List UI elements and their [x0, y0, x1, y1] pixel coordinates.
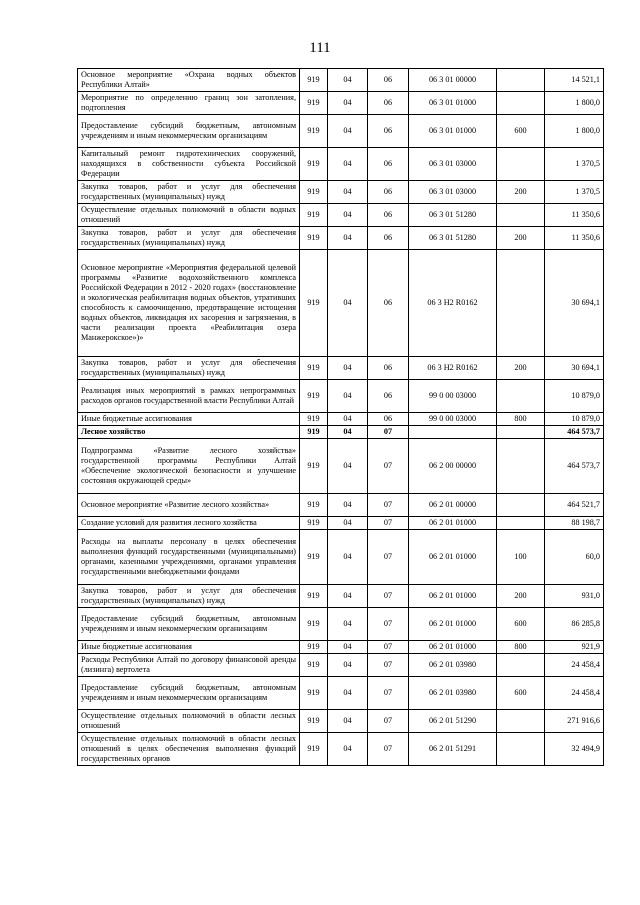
table-row [78, 204, 604, 227]
amount-cell: 24 458,4 [545, 677, 604, 710]
ministry-code-cell: 919 [300, 357, 328, 380]
ministry-code-cell: 919 [300, 426, 328, 439]
section-code-cell: 04 [328, 733, 368, 766]
expense-type-cell: 600 [497, 115, 545, 148]
table-row [78, 250, 604, 357]
ministry-code-cell: 919 [300, 608, 328, 641]
subsection-code-cell: 06 [368, 357, 409, 380]
subsection-code-cell: 06 [368, 148, 409, 181]
row-name-cell: Основное мероприятие «Мероприятия федеральной целевой программы «Развитие водохозяйственного комплекса Российской Федерации в 2012 - 2020 годах» (восстановление и экологическая реабилитация водных объектов, утративших способность к самоочищению, предотвращение истощения водных объектов, ликвидация их засорения и загрязнения, в части реализации проекта «Реабилитация озера Манжерокское»)» [78, 250, 300, 357]
section-code-cell: 04 [328, 710, 368, 733]
ministry-code-cell: 919 [300, 148, 328, 181]
table-row [78, 92, 604, 115]
budget-table-body [78, 69, 604, 766]
row-name-cell: Расходы на выплаты персоналу в целях обеспечения выполнения функций государственными (муниципальными) органами, казенными учреждениями, органами управления государственными внебюджетными фондами [78, 530, 300, 585]
target-article-cell: 06 2 01 00000 [409, 494, 497, 517]
expense-type-cell: 100 [497, 530, 545, 585]
ministry-code-cell: 919 [300, 654, 328, 677]
amount-cell: 10 879,0 [545, 413, 604, 426]
target-article-cell: 06 2 01 01000 [409, 641, 497, 654]
subsection-code-cell: 06 [368, 204, 409, 227]
target-article-cell: 06 3 01 51280 [409, 204, 497, 227]
section-code-cell: 04 [328, 585, 368, 608]
row-name-cell: Расходы Республики Алтай по договору финансовой аренды (лизинга) вертолета [78, 654, 300, 677]
amount-cell: 30 694,1 [545, 357, 604, 380]
ministry-code-cell: 919 [300, 250, 328, 357]
subsection-code-cell: 07 [368, 641, 409, 654]
target-article-cell: 06 3 H2 R0162 [409, 250, 497, 357]
subsection-code-cell: 06 [368, 69, 409, 92]
expense-type-cell: 600 [497, 608, 545, 641]
table-row [78, 181, 604, 204]
table-row [78, 439, 604, 494]
row-name-cell: Иные бюджетные ассигнования [78, 641, 300, 654]
table-row [78, 733, 604, 766]
amount-cell: 86 285,8 [545, 608, 604, 641]
row-name-cell: Осуществление отдельных полномочий в области лесных отношений в целях обеспечения выполнения функций государственных органов [78, 733, 300, 766]
amount-cell: 11 350,6 [545, 204, 604, 227]
row-name-cell: Предоставление субсидий бюджетным, автономным учреждениям и иным некоммерческим организациям [78, 608, 300, 641]
table-row [78, 710, 604, 733]
row-name-cell: Осуществление отдельных полномочий в области лесных отношений [78, 710, 300, 733]
subsection-code-cell: 06 [368, 92, 409, 115]
target-article-cell: 06 2 01 03980 [409, 654, 497, 677]
subsection-code-cell: 06 [368, 227, 409, 250]
table-row [78, 426, 604, 439]
section-code-cell: 04 [328, 439, 368, 494]
expense-type-cell [497, 92, 545, 115]
section-code-cell: 04 [328, 608, 368, 641]
row-name-cell: Осуществление отдельных полномочий в области водных отношений [78, 204, 300, 227]
expense-type-cell [497, 733, 545, 766]
expense-type-cell [497, 69, 545, 92]
ministry-code-cell: 919 [300, 380, 328, 413]
subsection-code-cell: 07 [368, 517, 409, 530]
expense-type-cell: 200 [497, 227, 545, 250]
table-row [78, 227, 604, 250]
expense-type-cell [497, 494, 545, 517]
table-row [78, 115, 604, 148]
expense-type-cell [497, 439, 545, 494]
amount-cell: 14 521,1 [545, 69, 604, 92]
section-code-cell: 04 [328, 69, 368, 92]
section-code-cell: 04 [328, 357, 368, 380]
ministry-code-cell: 919 [300, 733, 328, 766]
amount-cell: 1 370,5 [545, 181, 604, 204]
row-name-cell: Подпрограмма «Развитие лесного хозяйства» государственной программы Республики Алтай «Обеспечение экологической безопасности и улучшение состояния окружающей среды» [78, 439, 300, 494]
expense-type-cell [497, 426, 545, 439]
ministry-code-cell: 919 [300, 530, 328, 585]
expense-type-cell [497, 654, 545, 677]
ministry-code-cell: 919 [300, 204, 328, 227]
target-article-cell: 06 3 01 01000 [409, 115, 497, 148]
section-code-cell: 04 [328, 426, 368, 439]
section-code-cell: 04 [328, 654, 368, 677]
ministry-code-cell: 919 [300, 181, 328, 204]
section-code-cell: 04 [328, 250, 368, 357]
amount-cell: 32 494,9 [545, 733, 604, 766]
row-name-cell: Предоставление субсидий бюджетным, автономным учреждениям и иным некоммерческим организациям [78, 115, 300, 148]
row-name-cell: Закупка товаров, работ и услуг для обеспечения государственных (муниципальных) нужд [78, 227, 300, 250]
amount-cell: 1 370,5 [545, 148, 604, 181]
ministry-code-cell: 919 [300, 69, 328, 92]
section-code-cell: 04 [328, 181, 368, 204]
table-row [78, 677, 604, 710]
subsection-code-cell: 07 [368, 585, 409, 608]
section-code-cell: 04 [328, 517, 368, 530]
expense-type-cell: 200 [497, 181, 545, 204]
ministry-code-cell: 919 [300, 494, 328, 517]
section-code-cell: 04 [328, 677, 368, 710]
ministry-code-cell: 919 [300, 92, 328, 115]
amount-cell: 464 573,7 [545, 426, 604, 439]
subsection-code-cell: 07 [368, 439, 409, 494]
ministry-code-cell: 919 [300, 641, 328, 654]
ministry-code-cell: 919 [300, 517, 328, 530]
amount-cell: 10 879,0 [545, 380, 604, 413]
target-article-cell: 06 2 01 51290 [409, 710, 497, 733]
amount-cell: 931,0 [545, 585, 604, 608]
row-name-cell: Закупка товаров, работ и услуг для обеспечения государственных (муниципальных) нужд [78, 585, 300, 608]
row-name-cell: Предоставление субсидий бюджетным, автономным учреждениям и иным некоммерческим организациям [78, 677, 300, 710]
subsection-code-cell: 06 [368, 115, 409, 148]
row-name-cell: Основное мероприятие «Развитие лесного хозяйства» [78, 494, 300, 517]
target-article-cell: 06 3 01 03000 [409, 181, 497, 204]
row-name-cell: Создание условий для развития лесного хозяйства [78, 517, 300, 530]
subsection-code-cell: 06 [368, 413, 409, 426]
table-row [78, 380, 604, 413]
amount-cell: 30 694,1 [545, 250, 604, 357]
target-article-cell: 06 2 01 01000 [409, 585, 497, 608]
ministry-code-cell: 919 [300, 710, 328, 733]
subsection-code-cell: 07 [368, 530, 409, 585]
target-article-cell: 06 2 01 03980 [409, 677, 497, 710]
target-article-cell: 06 3 H2 R0162 [409, 357, 497, 380]
section-code-cell: 04 [328, 413, 368, 426]
ministry-code-cell: 919 [300, 585, 328, 608]
table-row [78, 608, 604, 641]
row-name-cell: Основное мероприятие «Охрана водных объектов Республики Алтай» [78, 69, 300, 92]
target-article-cell: 06 3 01 03000 [409, 148, 497, 181]
target-article-cell: 06 2 01 01000 [409, 530, 497, 585]
target-article-cell: 06 2 00 00000 [409, 439, 497, 494]
section-code-cell: 04 [328, 227, 368, 250]
amount-cell: 88 198,7 [545, 517, 604, 530]
row-name-cell: Закупка товаров, работ и услуг для обеспечения государственных (муниципальных) нужд [78, 181, 300, 204]
section-code-cell: 04 [328, 530, 368, 585]
section-code-cell: 04 [328, 494, 368, 517]
table-row [78, 357, 604, 380]
table-row [78, 530, 604, 585]
amount-cell: 921,9 [545, 641, 604, 654]
budget-table [77, 68, 604, 766]
section-code-cell: 04 [328, 92, 368, 115]
ministry-code-cell: 919 [300, 227, 328, 250]
target-article-cell: 06 3 01 01000 [409, 92, 497, 115]
expense-type-cell: 200 [497, 585, 545, 608]
expense-type-cell [497, 710, 545, 733]
amount-cell: 24 458,4 [545, 654, 604, 677]
table-row [78, 585, 604, 608]
ministry-code-cell: 919 [300, 413, 328, 426]
expense-type-cell [497, 380, 545, 413]
amount-cell: 1 800,0 [545, 92, 604, 115]
table-row [78, 413, 604, 426]
target-article-cell: 06 3 01 00000 [409, 69, 497, 92]
target-article-cell: 06 2 01 01000 [409, 608, 497, 641]
target-article-cell: 99 0 00 03000 [409, 380, 497, 413]
subsection-code-cell: 07 [368, 733, 409, 766]
expense-type-cell [497, 148, 545, 181]
subsection-code-cell: 07 [368, 710, 409, 733]
section-code-cell: 04 [328, 148, 368, 181]
target-article-cell: 06 2 01 51291 [409, 733, 497, 766]
amount-cell: 271 916,6 [545, 710, 604, 733]
row-name-cell: Иные бюджетные ассигнования [78, 413, 300, 426]
expense-type-cell [497, 517, 545, 530]
table-row [78, 654, 604, 677]
expense-type-cell: 200 [497, 357, 545, 380]
table-row [78, 517, 604, 530]
section-code-cell: 04 [328, 641, 368, 654]
amount-cell: 464 521,7 [545, 494, 604, 517]
subsection-code-cell: 07 [368, 677, 409, 710]
amount-cell: 1 800,0 [545, 115, 604, 148]
subsection-code-cell: 06 [368, 380, 409, 413]
table-row [78, 641, 604, 654]
row-name-cell: Капитальный ремонт гидротехнических сооружений, находящихся в собственности субъекта Российской Федерации [78, 148, 300, 181]
row-name-cell: Лесное хозяйство [78, 426, 300, 439]
table-row [78, 494, 604, 517]
expense-type-cell: 800 [497, 641, 545, 654]
target-article-cell: 06 3 01 51280 [409, 227, 497, 250]
ministry-code-cell: 919 [300, 677, 328, 710]
target-article-cell: 99 0 00 03000 [409, 413, 497, 426]
ministry-code-cell: 919 [300, 115, 328, 148]
amount-cell: 60,0 [545, 530, 604, 585]
expense-type-cell: 800 [497, 413, 545, 426]
subsection-code-cell: 06 [368, 250, 409, 357]
section-code-cell: 04 [328, 380, 368, 413]
expense-type-cell: 600 [497, 677, 545, 710]
subsection-code-cell: 07 [368, 608, 409, 641]
table-row [78, 69, 604, 92]
subsection-code-cell: 07 [368, 654, 409, 677]
target-article-cell [409, 426, 497, 439]
amount-cell: 11 350,6 [545, 227, 604, 250]
row-name-cell: Реализация иных мероприятий в рамках непрограммных расходов органов государственной власти Республики Алтай [78, 380, 300, 413]
subsection-code-cell: 07 [368, 426, 409, 439]
target-article-cell: 06 2 01 01000 [409, 517, 497, 530]
page-number: 111 [309, 40, 331, 56]
ministry-code-cell: 919 [300, 439, 328, 494]
subsection-code-cell: 06 [368, 181, 409, 204]
expense-type-cell [497, 250, 545, 357]
section-code-cell: 04 [328, 204, 368, 227]
row-name-cell: Закупка товаров, работ и услуг для обеспечения государственных (муниципальных) нужд [78, 357, 300, 380]
subsection-code-cell: 07 [368, 494, 409, 517]
expense-type-cell [497, 204, 545, 227]
row-name-cell: Мероприятие по определению границ зон затопления, подтопления [78, 92, 300, 115]
section-code-cell: 04 [328, 115, 368, 148]
amount-cell: 464 573,7 [545, 439, 604, 494]
table-row [78, 148, 604, 181]
